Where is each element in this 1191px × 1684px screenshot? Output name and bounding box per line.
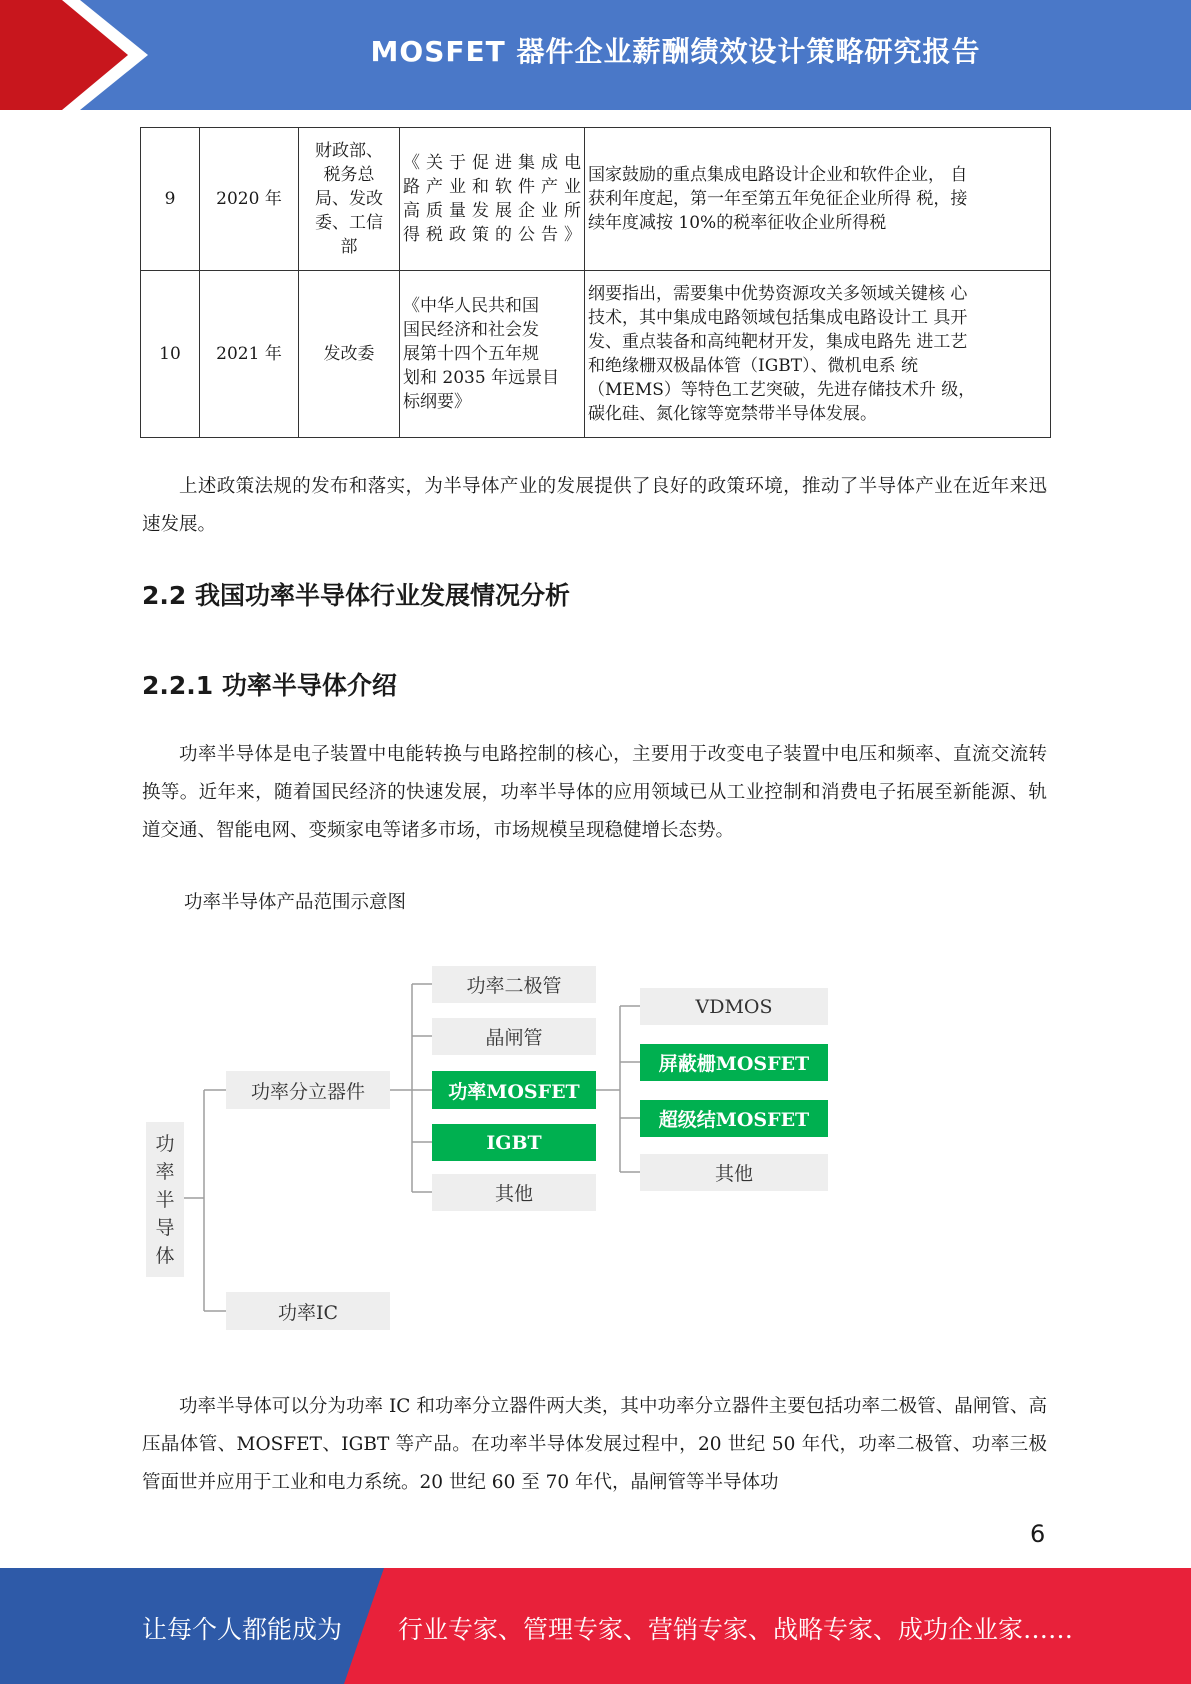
cell-line: 部 [340,237,358,257]
cell-line: 高质量发展企业所 [403,201,581,221]
node-power-diode: 功率二极管 [432,966,596,1003]
cell-line: 委、工信 [315,213,383,233]
cell-line: 《中华人民共和国 [403,296,539,316]
node-power-semiconductor [146,1122,184,1277]
cell-line: 划和 2035 年远景目 [403,368,560,388]
table-row [141,128,1051,271]
table-row [141,271,1051,438]
cell-description [585,128,1051,271]
cell-no: 10 [141,271,200,438]
cell-description [585,271,1051,438]
product-scope-diagram [140,960,840,1340]
node-igbt: IGBT [432,1124,596,1161]
node-other-mosfet: 其他 [640,1154,828,1191]
cell-line: 税务总 [323,165,375,185]
node-vdmos: VDMOS [640,988,828,1025]
node-power-mosfet: 功率MOSFET [432,1071,596,1109]
node-char: 功 [155,1132,175,1155]
policy-table [140,127,1051,438]
cell-line: 展第十四个五年规 [403,344,539,364]
paragraph-intro: 功率半导体是电子装置中电能转换与电路控制的核心，主要用于改变电子装置中电压和频率、直流交流转换等。近年来，随着国民经济的快速发展，功率半导体的应用领域已从工业控制和消费电子拓展至新能源、轨道交通、智能电网、变频家电等诸多市场，市场规模呈现稳健增长态势。 [142,744,1047,841]
cell-line: 和绝缘栅双极晶体管（IGBT）、微机电系 统 [588,356,919,376]
page-header [0,0,1191,110]
cell-line: （MEMS）等特色工艺突破，先进存储技术升 级， [588,380,976,400]
node-superjunction-mosfet: 超级结MOSFET [640,1100,828,1137]
footer-slogan-right: 行业专家、管理专家、营销专家、战略专家、成功企业家…… [398,1615,1074,1644]
cell-line: 财政部、 [315,141,383,161]
cell-dept [299,128,400,271]
cell-line: 路产业和软件产业 [403,177,581,197]
cell-line: 续年度减按 10%的税率征收企业所得税 [588,213,887,233]
paragraph-policy-summary: 上述政策法规的发布和落实，为半导体产业的发展提供了良好的政策环境，推动了半导体产业在近年来迅速发展。 [142,476,1047,535]
node-shielded-gate-mosfet: 屏蔽栅MOSFET [640,1044,828,1081]
cell-line: 纲要指出，需要集中优势资源攻关多领域关键核 心 [588,284,968,304]
paragraph-classification: 功率半导体可以分为功率 IC 和功率分立器件两大类，其中功率分立器件主要包括功率二极管、晶闸管、高压晶体管、MOSFET、IGBT 等产品。在功率半导体发展过程中，20 世纪 50 年代，功率二极管、功率三极管面世并应用于工业和电力系统。20 世纪 60 至 70 年代，晶闸管等半导体功 [142,1396,1047,1493]
cell-line: 《关于促进集成电 [403,153,581,173]
node-char: 半 [155,1188,175,1211]
cell-line: 技术，其中集成电路领域包括集成电路设计工 具开 [588,308,968,328]
cell-line: 国家鼓励的重点集成电路设计企业和软件企业， 自 [588,165,968,185]
figure-caption: 功率半导体产品范围示意图 [184,892,407,913]
footer-slogan-left: 让每个人都能成为 [142,1615,343,1644]
header-arrow-decoration [0,0,150,110]
report-title: MOSFET 器件企业薪酬绩效设计策略研究报告 [370,35,981,68]
cell-year: 2020 年 [200,128,299,271]
cell-dept [299,271,400,438]
subsection-heading: 2.2.1 功率半导体介绍 [142,671,397,700]
node-discrete-devices: 功率分立器件 [226,1071,390,1109]
page-number: 6 [1030,1520,1046,1548]
node-thyristor: 晶闸管 [432,1018,596,1055]
node-power-ic: 功率IC [226,1292,390,1330]
node-char: 率 [155,1160,175,1183]
cell-line: 发改委 [323,344,375,364]
page-footer [0,1568,1191,1684]
section-heading: 2.2 我国功率半导体行业发展情况分析 [142,581,570,610]
cell-line: 碳化硅、氮化镓等宽禁带半导体发展。 [588,404,877,424]
cell-line: 局、发改 [315,189,383,209]
cell-document [400,271,585,438]
node-char: 体 [155,1244,175,1267]
cell-document [400,128,585,271]
cell-no: 9 [141,128,200,271]
node-char: 导 [155,1216,175,1239]
cell-line: 标纲要》 [403,392,471,412]
cell-line: 得税政策的公告》 [403,225,581,245]
cell-line: 发、重点装备和高纯靶材开发，集成电路先 进工艺 [588,332,968,352]
cell-line: 国民经济和社会发 [403,320,539,340]
node-other-discrete: 其他 [432,1174,596,1211]
cell-line: 获利年度起，第一年至第五年免征企业所得 税，接 [588,189,968,209]
cell-year: 2021 年 [200,271,299,438]
